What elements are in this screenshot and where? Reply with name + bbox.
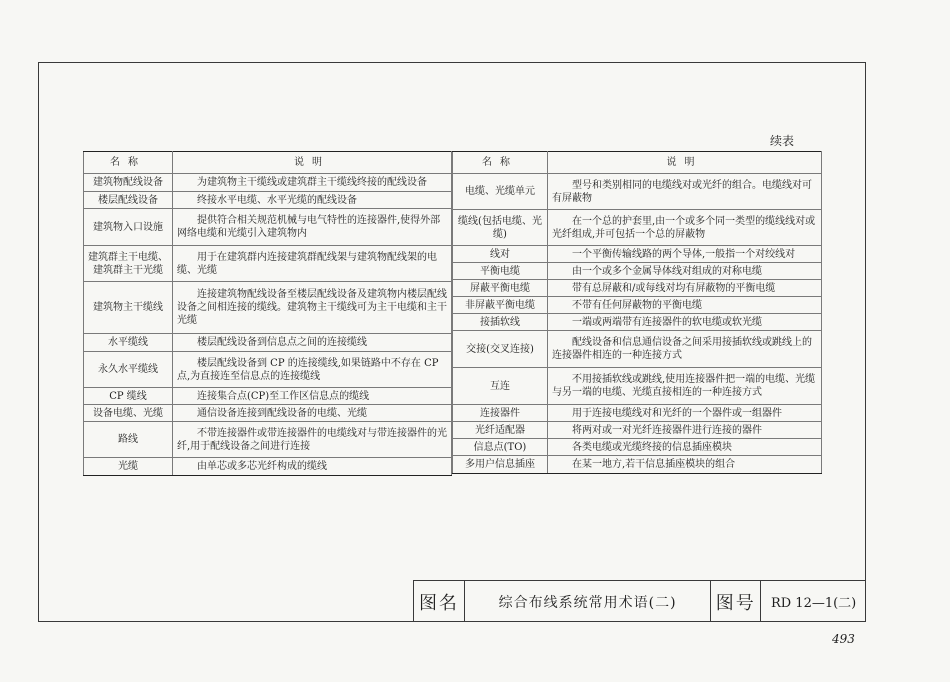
term-name: 信息点(TO)	[453, 439, 548, 456]
table-row	[453, 174, 822, 210]
term-name: 设备电缆、光缆	[84, 405, 173, 422]
term-description: 一端或两端带有连接器件的软电缆或软光缆	[548, 314, 822, 331]
term-name: 屏蔽平衡电缆	[453, 280, 548, 297]
description-column-header: 说明	[173, 152, 452, 174]
table-row	[84, 246, 452, 282]
term-name: 建筑物主干缆线	[84, 282, 173, 334]
term-description: 不带连接器件或带连接器件的电缆线对与带连接器件的光纤,用于配线设备之间进行连接	[173, 422, 452, 458]
term-description: 用于连接电缆线对和光纤的一个器件或一组器件	[548, 405, 822, 422]
table-row	[453, 331, 822, 368]
term-description: 由单芯或多芯光纤构成的缆线	[173, 458, 452, 476]
term-name: 交接(交叉连接)	[453, 331, 548, 368]
term-name: 平衡电缆	[453, 263, 548, 280]
term-description: 各类电缆或光缆终接的信息插座模块	[548, 439, 822, 456]
term-name: 建筑物配线设备	[84, 174, 173, 192]
table-row	[84, 334, 452, 352]
term-name: 互连	[453, 368, 548, 405]
table-row	[84, 174, 452, 192]
table-row	[84, 209, 452, 246]
term-description: 连接集合点(CP)至工作区信息点的缆线	[173, 388, 452, 405]
term-description: 一个平衡传输线路的两个导体,一般指一个对绞线对	[548, 246, 822, 263]
term-description: 不带有任何屏蔽物的平衡电缆	[548, 297, 822, 314]
term-name: 光缆	[84, 458, 173, 476]
term-name: 路线	[84, 422, 173, 458]
terms-table-left	[83, 151, 452, 476]
table-row	[453, 280, 822, 297]
description-column-header: 说明	[548, 152, 822, 174]
term-description: 通信设备连接到配线设备的电缆、光缆	[173, 405, 452, 422]
terms-table-right	[452, 151, 822, 474]
name-column-header: 名称	[453, 152, 548, 174]
term-description: 由一个或多个金属导体线对组成的对称电缆	[548, 263, 822, 280]
table-row	[84, 282, 452, 334]
term-name: 连接器件	[453, 405, 548, 422]
table-row	[453, 314, 822, 331]
term-description: 带有总屏蔽和/或每线对均有屏蔽物的平衡电缆	[548, 280, 822, 297]
term-description: 为建筑物主干缆线或建筑群主干缆线终接的配线设备	[173, 174, 452, 192]
term-name: 电缆、光缆单元	[453, 174, 548, 210]
page-number: 493	[832, 632, 855, 646]
term-name: 建筑物入口设施	[84, 209, 173, 246]
term-name: 光纤适配器	[453, 422, 548, 439]
figure-name-label: 图名	[414, 581, 465, 622]
term-description: 提供符合相关规范机械与电气特性的连接器件,使得外部网络电缆和光缆引入建筑物内	[173, 209, 452, 246]
table-row	[84, 422, 452, 458]
term-description: 将两对或一对光纤连接器件进行连接的器件	[548, 422, 822, 439]
term-description: 在某一地方,若干信息插座模块的组合	[548, 456, 822, 474]
term-name: 线对	[453, 246, 548, 263]
table-row	[84, 458, 452, 476]
continued-label: 续表	[770, 134, 795, 148]
term-description: 不用接插软线或跳线,使用连接器件把一端的电缆、光缆与另一端的电缆、光缆直接相连的一种连接方式	[548, 368, 822, 405]
table-row	[453, 368, 822, 405]
table-row	[453, 439, 822, 456]
term-description: 连接建筑物配线设备至楼层配线设备及建筑物内楼层配线设备之间相连接的缆线。建筑物主干缆线可为主干电缆和主干光缆	[173, 282, 452, 334]
term-description: 用于在建筑群内连接建筑群配线架与建筑物配线架的电缆、光缆	[173, 246, 452, 282]
table-row	[84, 405, 452, 422]
figure-number: RD 12—1(二)	[770, 596, 857, 611]
table-row	[453, 422, 822, 439]
table-row	[453, 263, 822, 280]
term-description: 楼层配线设备到信息点之间的连接缆线	[173, 334, 452, 352]
term-name: 接插软线	[453, 314, 548, 331]
table-row	[84, 192, 452, 209]
name-column-header: 名称	[84, 152, 173, 174]
table-row	[453, 210, 822, 246]
term-description: 型号和类别相同的电缆线对或光纤的组合。电缆线对可有屏蔽物	[548, 174, 822, 210]
term-description: 配线设备和信息通信设备之间采用接插软线或跳线上的连接器件相连的一种连接方式	[548, 331, 822, 368]
table-row	[84, 352, 452, 388]
figure-number-label: 图号	[711, 581, 761, 622]
table-row	[453, 246, 822, 263]
term-description: 楼层配线设备到 CP 的连接缆线,如果链路中不存在 CP 点,为直接连至信息点的连接缆线	[173, 352, 452, 388]
table-row	[453, 456, 822, 474]
term-name: 多用户信息插座	[453, 456, 548, 474]
term-description: 终接水平电缆、水平光缆的配线设备	[173, 192, 452, 209]
term-name: 非屏蔽平衡电缆	[453, 297, 548, 314]
term-name: 水平缆线	[84, 334, 173, 352]
table-row	[453, 297, 822, 314]
term-name: 永久水平缆线	[84, 352, 173, 388]
term-name: 缆线(包括电缆、光缆)	[453, 210, 548, 246]
table-row	[453, 405, 822, 422]
table-row	[84, 388, 452, 405]
figure-title: 综合布线系统常用术语(二)	[465, 581, 711, 622]
term-name: CP 缆线	[84, 388, 173, 405]
term-description: 在一个总的护套里,由一个或多个同一类型的缆线线对或光纤组成,并可包括一个总的屏蔽物	[548, 210, 822, 246]
term-name: 楼层配线设备	[84, 192, 173, 209]
term-name: 建筑群主干电缆、建筑群主干光缆	[84, 246, 173, 282]
title-block	[413, 580, 866, 622]
